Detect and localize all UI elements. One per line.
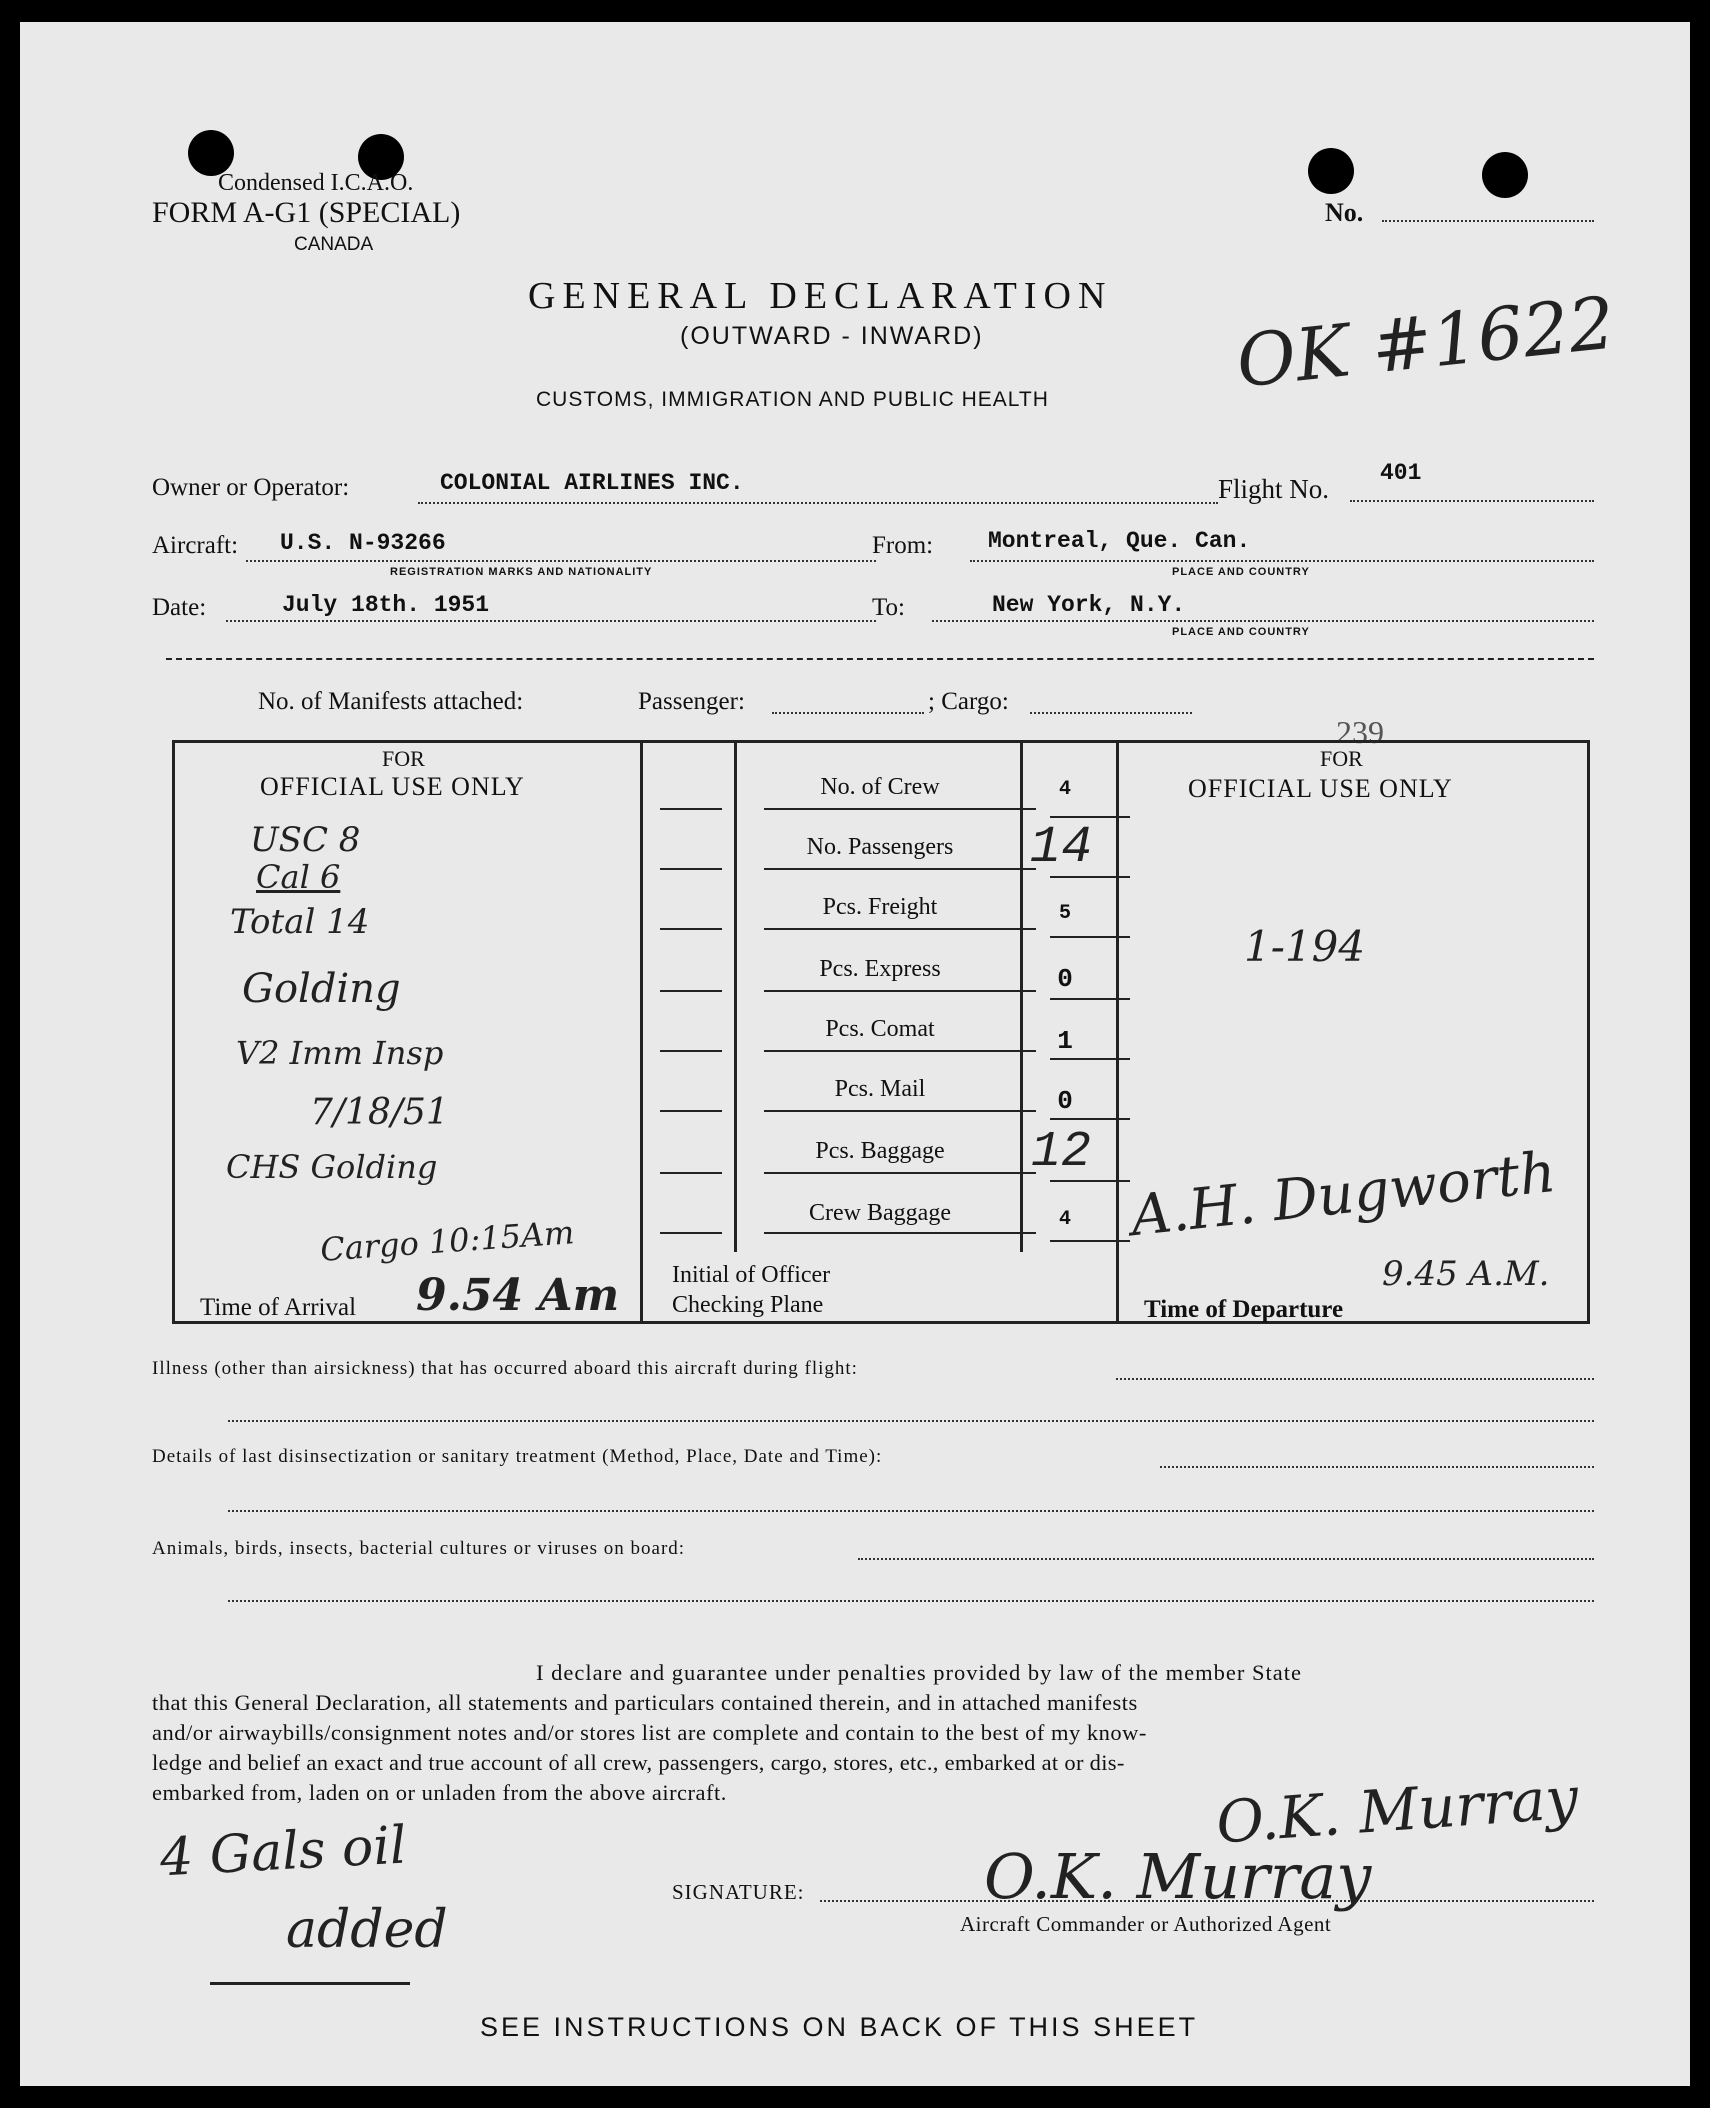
row-rule	[1050, 1058, 1130, 1060]
table-divider	[1116, 740, 1119, 1324]
note-line: Golding	[242, 966, 401, 1012]
from-line	[970, 560, 1594, 562]
row-rule	[1050, 816, 1130, 818]
disinsect-line-2	[228, 1510, 1594, 1512]
official-left-title: OFFICIAL USE ONLY	[260, 772, 525, 801]
manifests-cargo-line	[1030, 712, 1192, 714]
fuel-note: 4 Gals oil	[158, 1815, 408, 1889]
page-title: GENERAL DECLARATION	[528, 275, 1113, 317]
row-label: Pcs. Mail	[834, 1076, 926, 1102]
date-value: July 18th. 1951	[282, 592, 490, 618]
row-value: 4	[1058, 1208, 1071, 1231]
row-rule	[764, 1172, 1036, 1174]
row-rule	[764, 808, 1036, 810]
stamp-annotation: OK #1622	[1232, 280, 1619, 404]
manifests-label: No. of Manifests attached:	[258, 688, 524, 715]
official-left-for: FOR	[382, 746, 425, 771]
document-page	[20, 22, 1690, 2086]
row-rule	[1050, 1118, 1130, 1120]
from-value: Montreal, Que. Can.	[988, 528, 1251, 554]
note-line: USC 8	[250, 820, 361, 860]
manifests-cargo-label: ; Cargo:	[928, 688, 1009, 715]
aircraft-label: Aircraft:	[152, 532, 239, 559]
owner-value: COLONIAL AIRLINES INC.	[440, 470, 744, 496]
row-rule	[660, 868, 722, 870]
departure-signature: A.H. Dugworth	[1127, 1139, 1559, 1250]
page-subtitle: (OUTWARD - INWARD)	[680, 322, 984, 350]
disinsect-label: Details of last disinsectization or sanitary treatment (Method, Place, Date and Time):	[152, 1446, 883, 1467]
illness-line	[1116, 1378, 1594, 1380]
arrival-label: Time of Arrival	[200, 1294, 357, 1321]
from-label: From:	[872, 532, 934, 559]
signature-caption: Aircraft Commander or Authorized Agent	[960, 1912, 1332, 1936]
title-line: CUSTOMS, IMMIGRATION AND PUBLIC HEALTH	[536, 388, 1049, 411]
row-value: 12	[1030, 1124, 1091, 1181]
number-line	[1382, 220, 1594, 222]
header-form: FORM A-G1 (SPECIAL)	[152, 196, 461, 229]
signature-2: O.K. Murray	[984, 1840, 1372, 1913]
to-line	[932, 620, 1594, 622]
table-divider	[640, 740, 643, 1324]
declaration-line: I declare and guarantee under penalties provided by law of the member State	[536, 1660, 1302, 1685]
row-label: Pcs. Comat	[825, 1016, 935, 1042]
to-value: New York, N.Y.	[992, 592, 1186, 618]
row-rule	[660, 808, 722, 810]
departure-value: 9.45 A.M.	[1382, 1254, 1550, 1294]
animals-line-2	[228, 1600, 1594, 1602]
header-country: CANADA	[294, 234, 374, 255]
row-label: Crew Baggage	[809, 1200, 951, 1226]
punch-hole	[1482, 152, 1528, 198]
row-rule	[660, 1172, 722, 1174]
declaration-line: embarked from, laden on or unladen from the above aircraft.	[152, 1780, 727, 1805]
to-caption: PLACE AND COUNTRY	[1172, 626, 1310, 638]
official-right-title: OFFICIAL USE ONLY	[1188, 774, 1453, 803]
table-divider	[734, 740, 737, 1252]
owner-line	[418, 502, 1218, 504]
row-rule	[660, 1232, 722, 1234]
row-rule	[764, 1050, 1036, 1052]
arrival-value: 9.54 Am	[416, 1270, 620, 1321]
illness-line-2	[228, 1420, 1594, 1422]
flight-label: Flight No.	[1218, 474, 1330, 504]
to-label: To:	[872, 594, 905, 621]
declaration-line: and/or airwaybills/consignment notes and/or stores list are complete and contain to the best of my know-	[152, 1720, 1147, 1745]
row-rule	[764, 928, 1036, 930]
declaration-line: that this General Declaration, all statements and particulars contained therein, and in attached manifests	[152, 1690, 1138, 1715]
row-value: 5	[1058, 902, 1071, 925]
officer-label-1: Initial of Officer	[672, 1262, 831, 1288]
table-divider	[1020, 740, 1023, 1252]
date-line	[226, 620, 876, 622]
from-caption: PLACE AND COUNTRY	[1172, 566, 1310, 578]
aircraft-caption: REGISTRATION MARKS AND NATIONALITY	[390, 566, 653, 578]
row-rule	[660, 1110, 722, 1112]
punch-hole	[1308, 148, 1354, 194]
row-rule	[660, 990, 722, 992]
row-rule	[1050, 936, 1130, 938]
row-rule	[660, 1050, 722, 1052]
fuel-note: added	[286, 1900, 448, 1960]
section-divider	[166, 658, 1594, 660]
note-line: Total 14	[230, 902, 370, 942]
departure-label: Time of Departure	[1144, 1296, 1344, 1323]
animals-line	[858, 1558, 1594, 1560]
flight-line	[1350, 500, 1594, 502]
row-value: 0	[1057, 964, 1073, 994]
row-rule	[764, 868, 1036, 870]
flight-value: 401	[1380, 460, 1422, 486]
row-rule	[764, 1232, 1036, 1234]
row-value: 0	[1057, 1086, 1073, 1116]
row-rule	[660, 928, 722, 930]
row-rule	[1050, 1180, 1130, 1182]
note-line: Cal 6	[256, 858, 341, 896]
row-label: Pcs. Freight	[822, 894, 938, 920]
fuel-note-underline	[210, 1982, 410, 1985]
animals-label: Animals, birds, insects, bacterial cultures or viruses on board:	[152, 1538, 686, 1559]
row-rule	[764, 1110, 1036, 1112]
row-value: 14	[1029, 818, 1093, 877]
owner-label: Owner or Operator:	[152, 474, 350, 501]
declaration-line: ledge and belief an exact and true account of all crew, passengers, cargo, stores, etc., embarked at or dis-	[152, 1750, 1125, 1775]
signature-label: SIGNATURE:	[672, 1880, 805, 1904]
row-label: No. of Crew	[820, 774, 940, 800]
note-line: CHS Golding	[226, 1148, 438, 1186]
manifests-passenger-label: Passenger:	[638, 688, 745, 715]
row-rule	[1050, 876, 1130, 878]
officer-label-2: Checking Plane	[672, 1292, 824, 1318]
number-label: No.	[1325, 198, 1364, 227]
row-rule	[1050, 998, 1130, 1000]
row-label: Pcs. Express	[819, 956, 941, 982]
manifests-note: 239	[1336, 714, 1384, 750]
note-line: V2 Imm Insp	[236, 1034, 444, 1072]
note-line: 7/18/51	[310, 1092, 449, 1133]
illness-label: Illness (other than airsickness) that has occurred aboard this aircraft during flight:	[152, 1358, 858, 1379]
manifests-passenger-line	[772, 712, 924, 714]
row-rule	[764, 990, 1036, 992]
official-right-note: 1-194	[1244, 922, 1366, 971]
aircraft-value: U.S. N-93266	[280, 530, 446, 556]
row-label: No. Passengers	[806, 834, 954, 860]
date-label: Date:	[152, 594, 207, 621]
signature-1: O.K. Murray	[1214, 1763, 1581, 1857]
official-right-for: FOR	[1320, 746, 1363, 771]
footer-instructions: SEE INSTRUCTIONS ON BACK OF THIS SHEET	[480, 2012, 1199, 2042]
row-value: 4	[1058, 778, 1071, 801]
row-value: 1	[1057, 1026, 1073, 1056]
row-rule	[1050, 1240, 1130, 1242]
disinsect-line	[1160, 1466, 1594, 1468]
header-condensed: Condensed I.C.A.O.	[218, 170, 414, 196]
row-label: Pcs. Baggage	[815, 1138, 945, 1164]
aircraft-line	[246, 560, 876, 562]
note-line: Cargo 10:15Am	[318, 1213, 576, 1269]
